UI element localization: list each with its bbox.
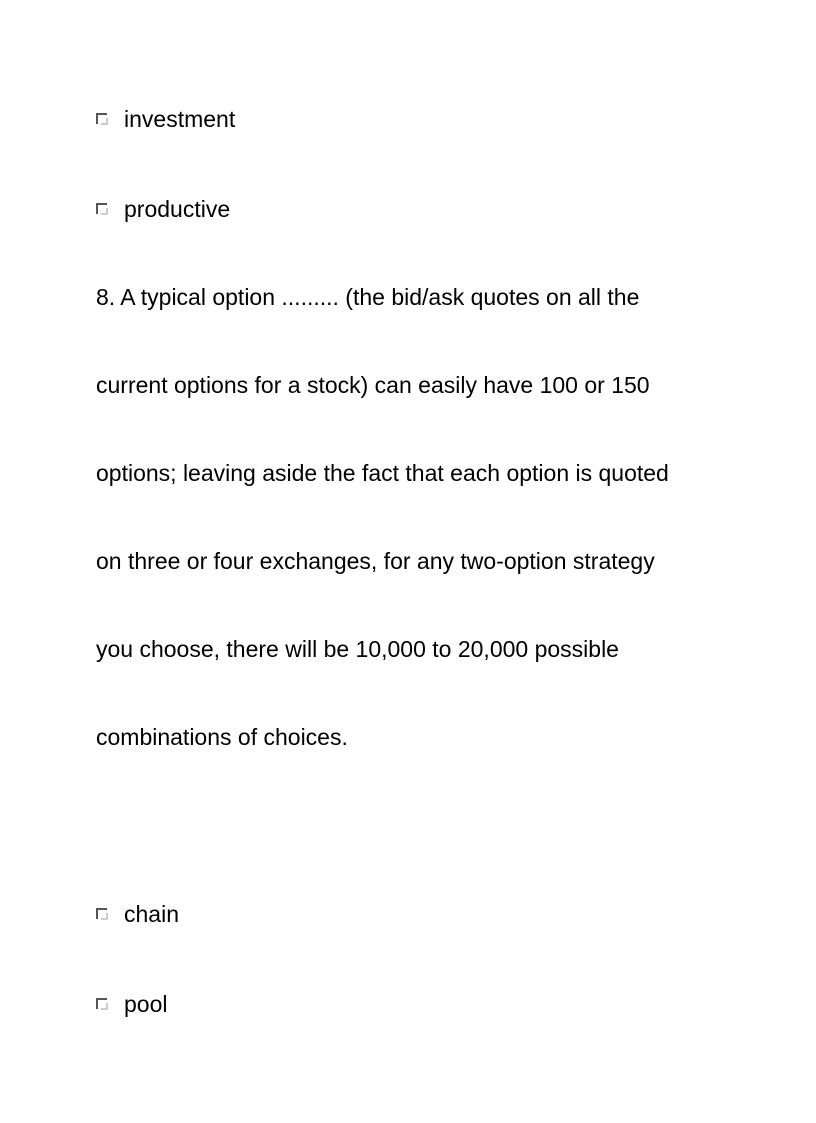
option-label: investment	[124, 106, 236, 132]
checkbox-icon[interactable]	[96, 113, 108, 125]
question-8-line-1: 8. A typical option ......... (the bid/ask quotes on all the	[96, 284, 640, 310]
checkbox-icon[interactable]	[96, 203, 108, 215]
option-investment[interactable]	[96, 105, 235, 133]
question-8-line-2: current options for a stock) can easily have 100 or 150	[96, 372, 650, 398]
checkbox-icon[interactable]	[96, 998, 108, 1010]
question-8-line-5: you choose, there will be 10,000 to 20,000 possible	[96, 636, 619, 662]
option-label: productive	[124, 196, 231, 222]
option-chain[interactable]	[96, 900, 179, 928]
option-productive[interactable]	[96, 195, 230, 223]
question-8-line-6: combinations of choices.	[96, 724, 348, 750]
checkbox-icon[interactable]	[96, 908, 108, 920]
question-8-line-3: options; leaving aside the fact that each option is quoted	[96, 460, 669, 486]
option-label: pool	[124, 991, 168, 1017]
option-label: chain	[124, 901, 179, 927]
question-8-line-4: on three or four exchanges, for any two-option strategy	[96, 548, 655, 574]
option-pool[interactable]	[96, 990, 167, 1018]
